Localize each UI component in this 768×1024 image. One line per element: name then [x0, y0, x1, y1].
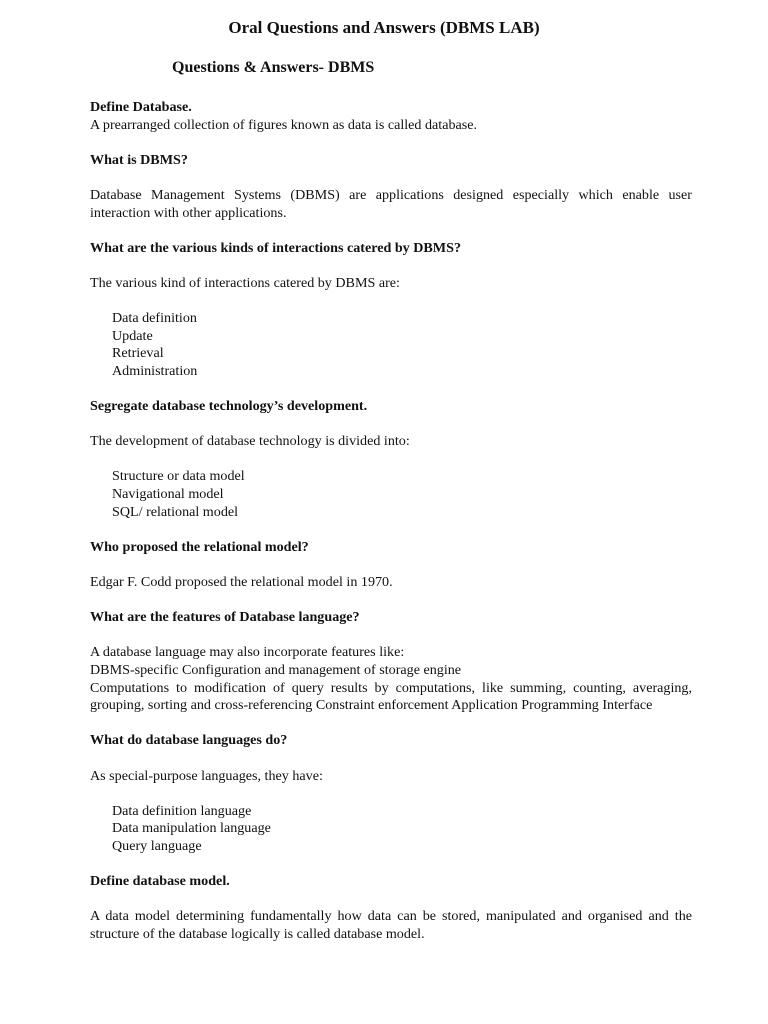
answer-database-languages-do: As special-purpose languages, they have: — [90, 767, 323, 784]
list-item: Data definition language — [112, 802, 252, 819]
answer-line: Computations to modification of query results by computations, like summing, counting, averaging, grouping, sorting and cross-referencing Constraint enforcement Application Programming Interface — [90, 679, 692, 714]
question-segregate: Segregate database technology’s development. — [90, 398, 368, 415]
list-item: Retrieval — [112, 345, 164, 362]
document-subtitle: Questions & Answers- DBMS — [172, 59, 375, 76]
answer-segregate: The development of database technology is divided into: — [90, 433, 410, 450]
list-item: Query language — [112, 837, 202, 854]
list-item: Structure or data model — [112, 468, 245, 485]
list-item: Navigational model — [112, 486, 224, 503]
question-relational-model: Who proposed the relational model? — [90, 538, 309, 555]
answer-interactions: The various kind of interactions catered by DBMS are: — [90, 274, 400, 291]
languages-list — [90, 803, 692, 856]
list-item: Administration — [112, 362, 198, 379]
development-list — [90, 468, 692, 521]
list-item: SQL/ relational model — [112, 503, 239, 520]
question-database-model: Define database model. — [90, 873, 230, 890]
question-database-languages-do: What do database languages do? — [90, 732, 288, 749]
answer-what-is-dbms: Database Management Systems (DBMS) are applications designed especially which enable user interaction with other applications. — [90, 186, 692, 221]
question-what-is-dbms: What is DBMS? — [90, 151, 188, 168]
question-database-language-features: What are the features of Database language? — [90, 609, 360, 626]
answer-define-database: A prearranged collection of figures known as data is called database. — [90, 116, 478, 133]
list-item: Data definition — [112, 310, 197, 327]
answer-relational-model: Edgar F. Codd proposed the relational model in 1970. — [90, 574, 393, 591]
list-item: Update — [112, 327, 153, 344]
answer-database-model: A data model determining fundamentally how data can be stored, manipulated and organised and the structure of the database logically is called database model. — [90, 908, 692, 942]
question-interactions: What are the various kinds of interactions catered by DBMS? — [90, 239, 461, 256]
document-title: Oral Questions and Answers (DBMS LAB) — [228, 18, 540, 37]
answer-database-language-features: A database language may also incorporate features like: — [90, 644, 405, 661]
qa-content — [90, 99, 692, 944]
answer-line: DBMS-specific Configuration and management of storage engine — [90, 662, 462, 678]
interactions-list — [90, 310, 692, 380]
list-item: Data manipulation language — [112, 820, 271, 837]
question-define-database: Define Database. — [90, 99, 192, 115]
